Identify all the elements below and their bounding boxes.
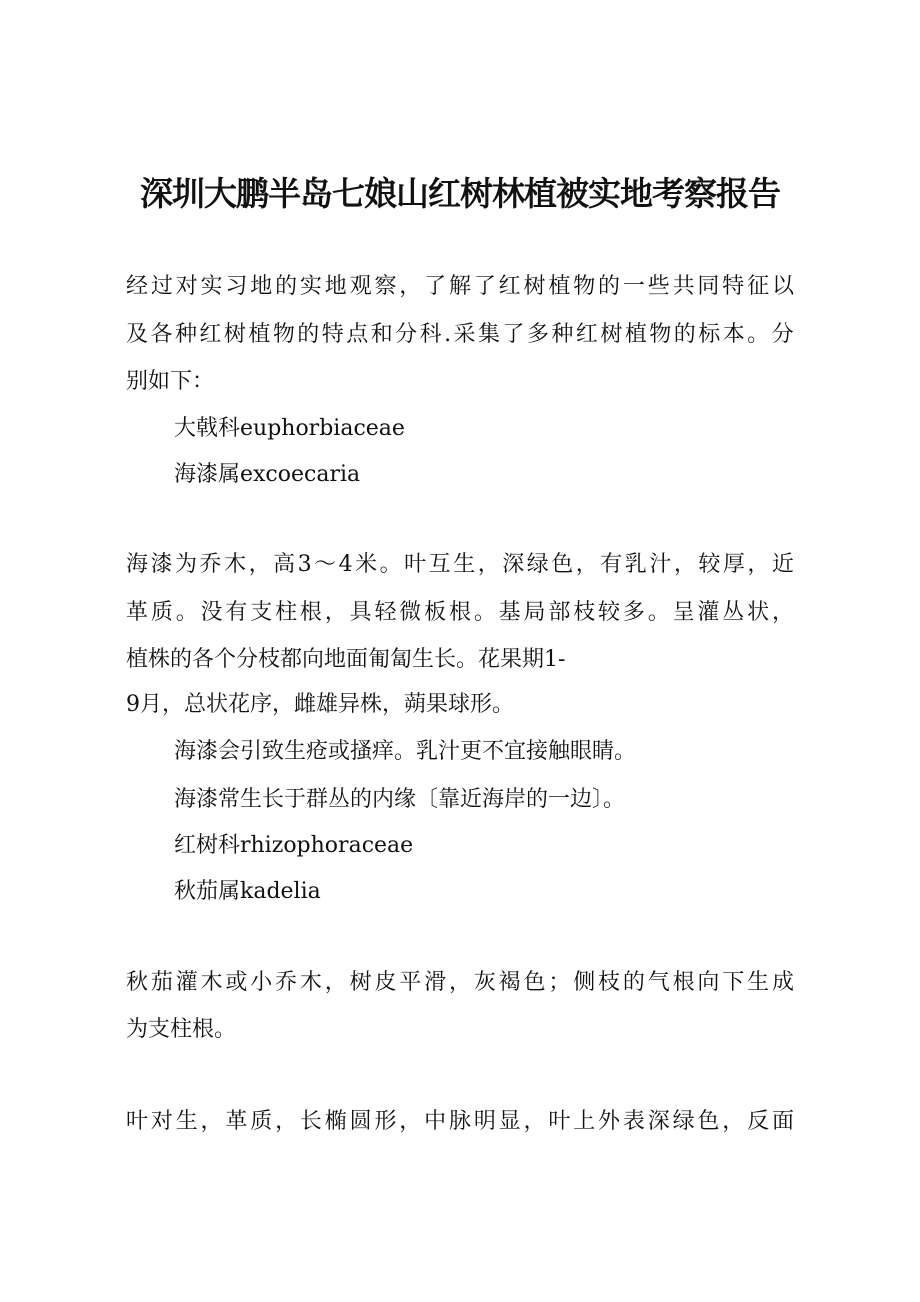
family-euphorbiaceae: 大戟科euphorbiaceae	[174, 416, 405, 441]
leaf-line-1: 叶 对 生 ， 革 质 ， 长 椭 圆 形 ， 中 脉 明 显 ， 叶 上 外 表 深 绿 色 ， 反 面	[126, 1109, 794, 1134]
haiqi-line-4: 9月，总状花序，雌雄异株，蒴果球形。	[126, 692, 514, 717]
family-rhizophoraceae: 红树科rhizophoraceae	[174, 833, 414, 858]
haiqi-line-3: 植株的各个分枝都向地面匍匐生长。花果期1-	[126, 647, 566, 672]
intro-line-3: 别如下：	[126, 369, 215, 394]
haiqi-note-habitat: 海漆常生长于群丛的内缘〔靠近海岸的一边〕。	[174, 787, 626, 812]
qiuqie-line-1: 秋 茄 灌 木 或 小 乔 木 ， 树 皮 平 滑 ， 灰 褐 色 ； 侧 枝 的 气 根 向 下 生 成	[126, 970, 794, 995]
intro-line-2: 及 各 种 红 树 植 物 的 特 点 和 分 科 . 采 集 了 多 种 红 树 植 物 的 标 本 。 分	[126, 322, 794, 347]
intro-line-1: 经 过 对 实 习 地 的 实 地 观 察 ， 了 解 了 红 树 植 物 的 一 些 共 同 特 征 以	[126, 274, 794, 299]
genus-excoecaria: 海漆属excoecaria	[174, 462, 361, 487]
haiqi-line-1: 海 漆 为 乔 木 ， 高 3 ～ 4 米 。 叶 互 生 ， 深 绿 色 ， 有 乳 汁 ， 较 厚 ， 近	[126, 552, 794, 577]
document-title: 深圳大鹏半岛七娘山红树林植被实地考察报告	[140, 174, 780, 213]
qiuqie-line-2: 为支柱根。	[126, 1017, 237, 1042]
haiqi-line-2: 革 质 。 没 有 支 柱 根 ， 具 轻 微 板 根 。 基 局 部 枝 较 多 。 呈 灌 丛 状 ，	[126, 600, 794, 625]
haiqi-note-irritation: 海漆会引致生疮或搔痒。乳汁更不宜接触眼睛。	[174, 739, 637, 764]
genus-kandelia: 秋茄属kadelia	[174, 879, 321, 904]
